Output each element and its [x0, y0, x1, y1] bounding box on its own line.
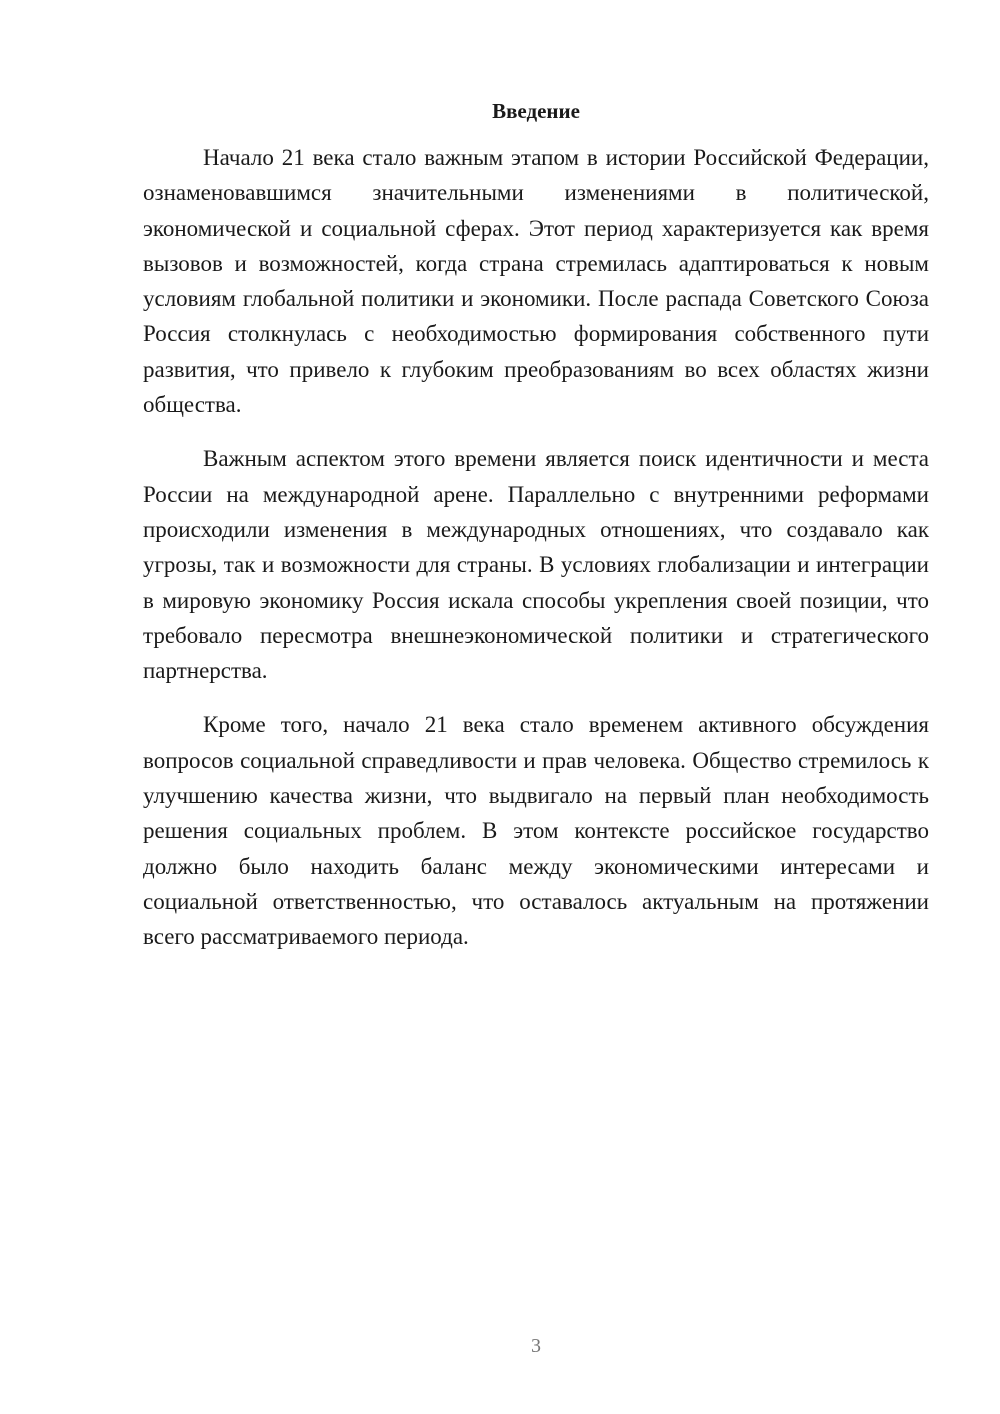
paragraph: Важным аспектом этого времени является поиск идентичности и места России на международной арене. Параллельно с внутренними реформами происходили изменения в международных отношениях, что создавало как угрозы, так и возможности для страны. В условиях глобализации и интеграции в мировую экономику Россия искала способы укрепления своей позиции, что требовало пересмотра внешнеэкономической политики и стратегического партнерства.: [143, 446, 929, 684]
page-number: 3: [531, 1335, 541, 1357]
paragraph: Начало 21 века стало важным этапом в истории Российской Федерации, ознаменовавшимся значительными изменениями в политической, экономической и социальной сферах. Этот период характеризуется как время вызовов и возможностей, когда страна стремилась адаптироваться к новым условиям глобальной политики и экономики. После распада Советского Союза Россия столкнулась с необходимостью формирования собственного пути развития, что привело к глубоким преобразованиям во всех областях жизни общества.: [143, 145, 929, 418]
paragraph: Кроме того, начало 21 века стало временем активного обсуждения вопросов социальной справедливости и прав человека. Общество стремилось к улучшению качества жизни, что выдвигало на первый план необходимость решения социальных проблем. В этом контексте российское государство должно было находить баланс между экономическими интересами и социальной ответственностью, что оставалось актуальным на протяжении всего рассматриваемого периода.: [143, 712, 929, 950]
body-text: [143, 140, 929, 955]
section-heading: Введение: [492, 99, 580, 123]
